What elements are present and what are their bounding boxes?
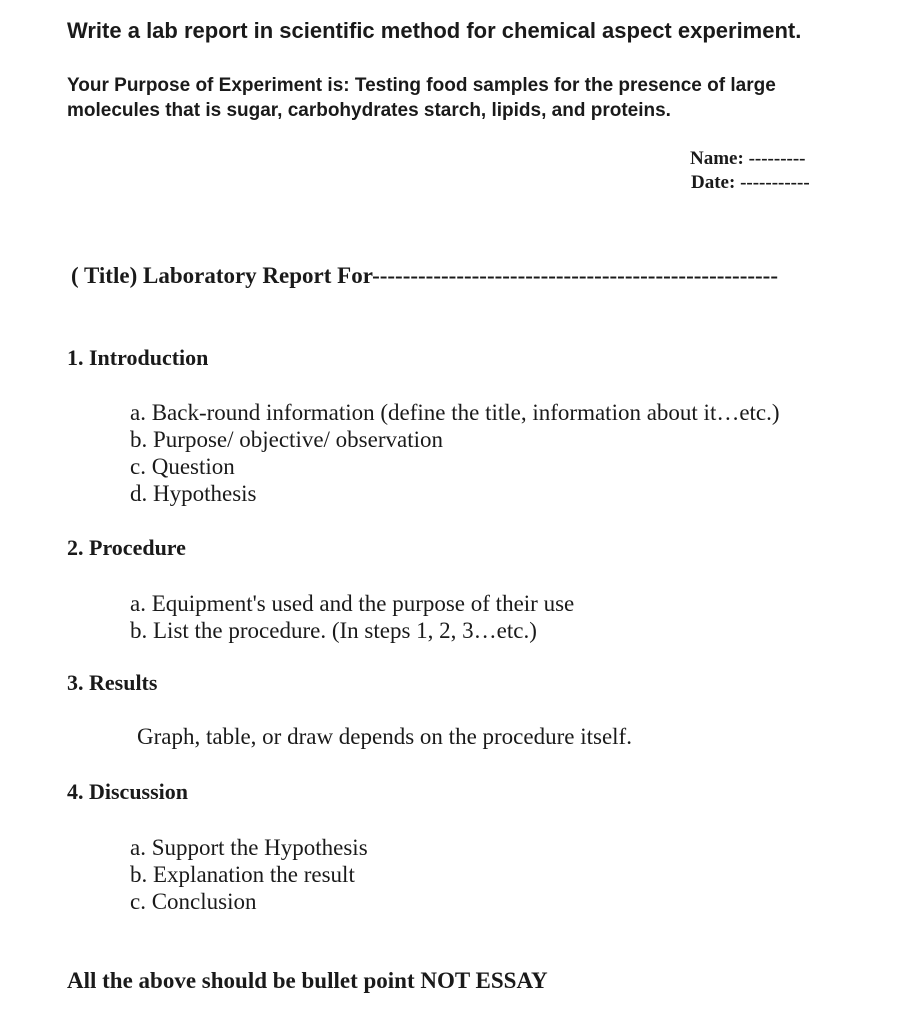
discussion-list <box>130 834 368 915</box>
list-item: b. Explanation the result <box>130 862 355 887</box>
name-field <box>690 148 806 170</box>
assignment-heading: Write a lab report in scientific method for chemical aspect experiment. <box>67 18 802 43</box>
results-description: Graph, table, or draw depends on the procedure itself. <box>137 724 632 749</box>
list-item: d. Hypothesis <box>130 481 257 506</box>
report-title: ( Title) Laboratory Report For----------------------------------------------------- <box>71 263 779 288</box>
name-blank: --------- <box>748 148 806 169</box>
introduction-list <box>130 399 780 507</box>
list-item: c. Conclusion <box>130 889 257 914</box>
list-item: a. Equipment's used and the purpose of their use <box>130 591 575 616</box>
list-item: c. Question <box>130 454 235 479</box>
list-item: b. Purpose/ objective/ observation <box>130 427 443 452</box>
section-heading-procedure: 2. Procedure <box>67 535 186 560</box>
list-item: b. List the procedure. (In steps 1, 2, 3…etc.) <box>130 618 537 643</box>
purpose-statement: Your Purpose of Experiment is: Testing food samples for the presence of large molecules that is sugar, carbohydrates starch, lipids, and proteins. <box>67 75 776 121</box>
section-heading-discussion: 4. Discussion <box>67 779 189 804</box>
date-label: Date: <box>691 172 736 193</box>
list-item: a. Support the Hypothesis <box>130 835 368 860</box>
section-heading-results: 3. Results <box>67 670 158 695</box>
section-heading-introduction: 1. Introduction <box>67 345 209 370</box>
date-blank: ----------- <box>740 172 810 193</box>
list-item: a. Back-round information (define the title, information about it…etc.) <box>130 400 780 425</box>
date-field <box>691 172 810 194</box>
procedure-list <box>130 590 574 644</box>
footer-instruction: All the above should be bullet point NOT ESSAY <box>67 968 548 993</box>
name-label: Name: <box>690 148 744 169</box>
